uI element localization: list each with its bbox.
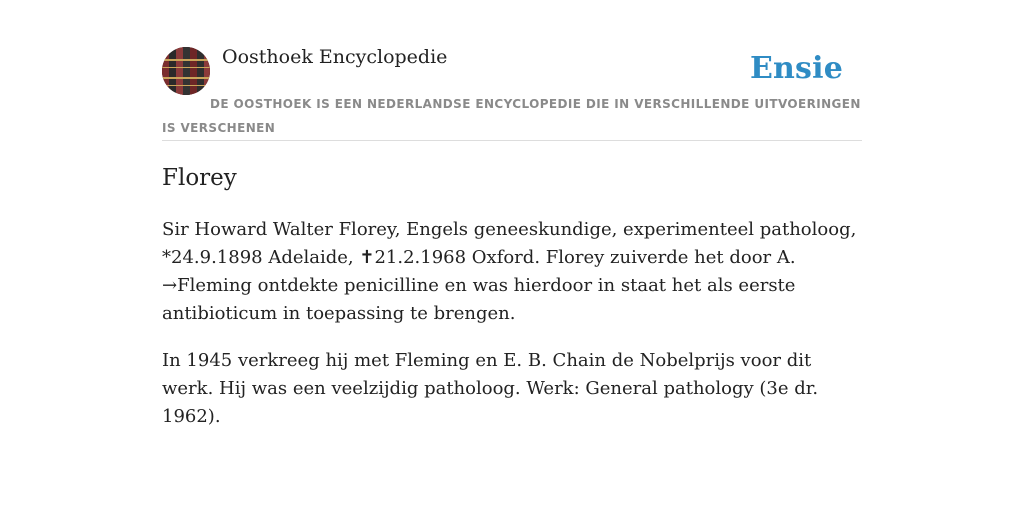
article (162, 160, 862, 431)
avatar[interactable] (162, 47, 210, 95)
source-description: DE OOSTHOEK IS EEN NEDERLANDSE ENCYCLOPEDIE DIE IN VERSCHILLENDE UITVOERINGEN IS VERSCHENEN (162, 97, 861, 135)
source-name[interactable]: Oosthoek Encyclopedie (222, 46, 448, 68)
paragraph-text: Sir Howard Walter Florey, Engels geneeskundige, experimenteel patholoog, *24.9.1898 Adelaide, ✝21.2.1968 Oxford. Florey zuiverde het door A. (162, 219, 857, 268)
header (162, 46, 862, 141)
arrow-icon: → (162, 275, 178, 296)
article-title: Florey (162, 165, 237, 191)
brand-logo[interactable]: Ensie (749, 51, 843, 86)
article-paragraph: In 1945 verkreeg hij met Fleming en E. B. Chain de Nobelprijs voor dit werk. Hij was een veelzijdig patholoog. Werk: General pathology (3e dr. 1962). (162, 350, 819, 427)
paragraph-text: ontdekte penicilline en was hierdoor in staat het als eerste antibioticum in toepassing te brengen. (162, 275, 796, 324)
link-label: Fleming (177, 275, 252, 296)
article-paragraph (162, 216, 862, 328)
fleming-link[interactable] (162, 275, 252, 296)
book-spines-icon (162, 47, 210, 95)
